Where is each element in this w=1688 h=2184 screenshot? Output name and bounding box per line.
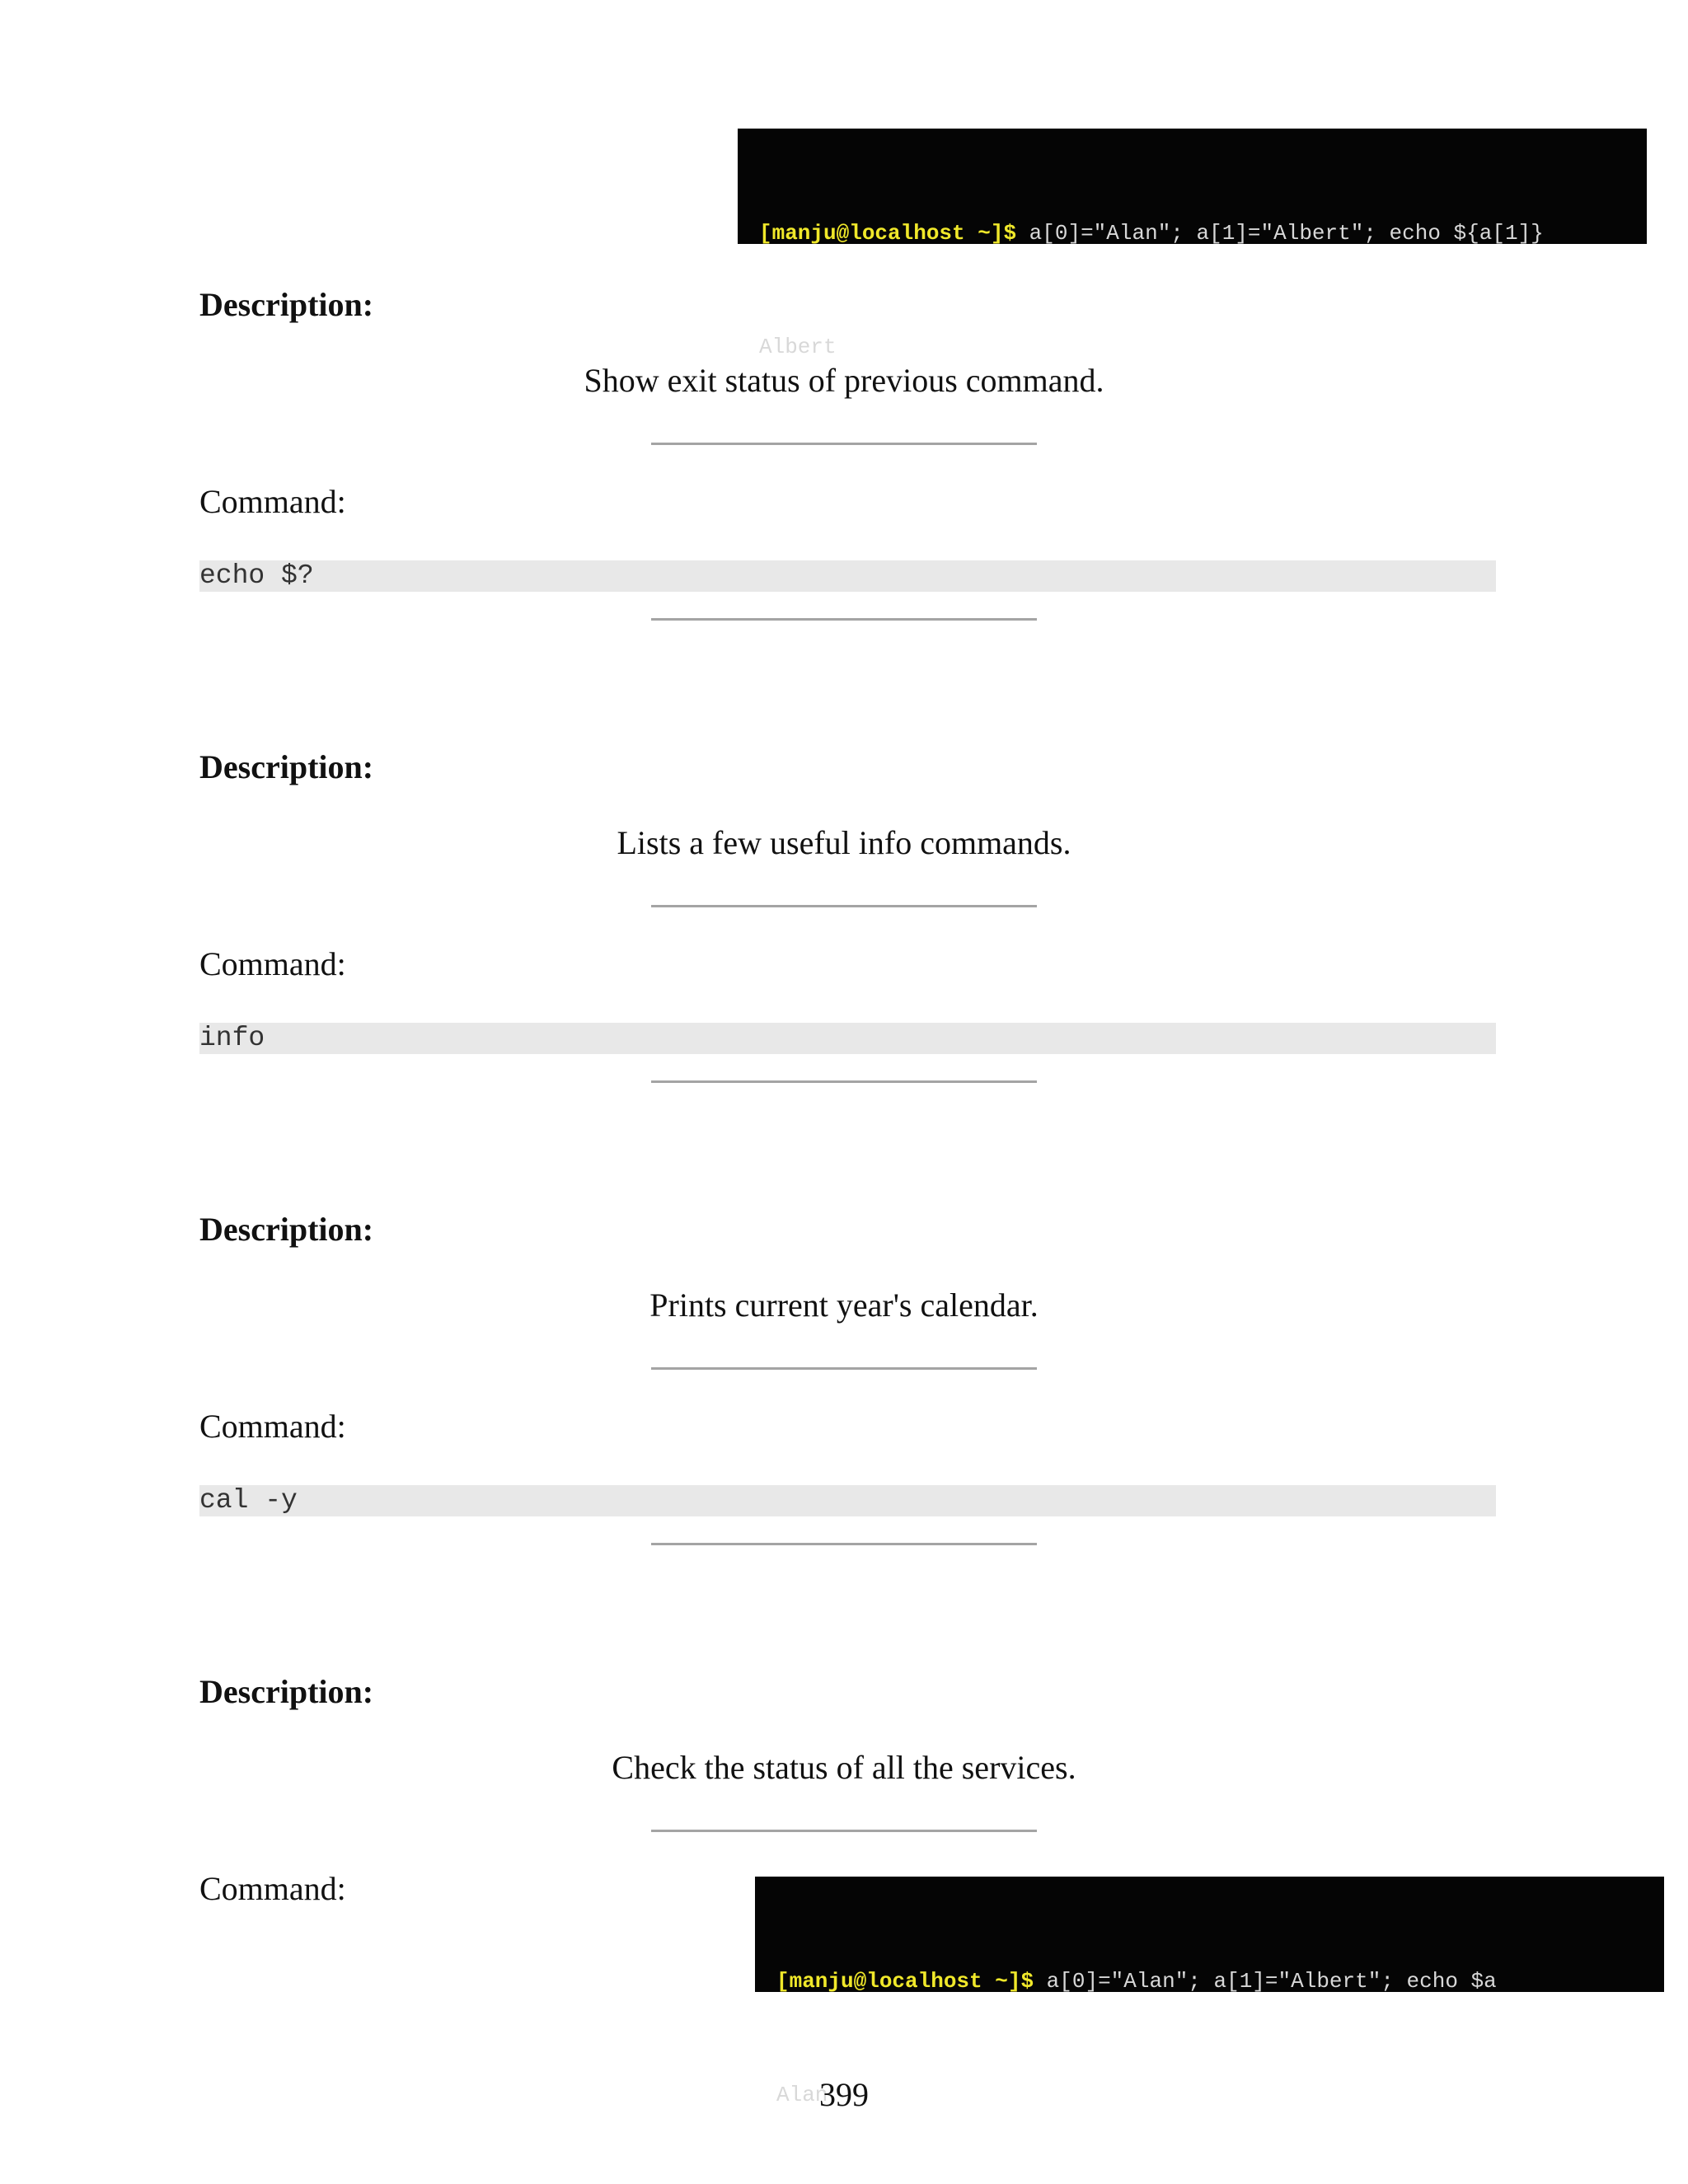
terminal-output: Alan: [776, 2083, 828, 2107]
description-label: Description:: [199, 748, 374, 785]
terminal-output: Albert: [759, 335, 837, 359]
terminal-prompt: [manju@localhost ~]$: [759, 221, 1017, 246]
terminal-screenshot-top: [738, 129, 1647, 359]
description-text: Show exit status of previous command.: [584, 362, 1104, 399]
terminal-line: [776, 1962, 1643, 2000]
divider: [651, 905, 1037, 907]
divider: [651, 1080, 1037, 1083]
command-label: Command:: [199, 483, 346, 520]
command-code: cal -y: [199, 1485, 1496, 1516]
terminal-command: a[0]="Alan"; a[1]="Albert"; echo ${a[1]}: [1016, 221, 1544, 246]
description-label: Description:: [199, 1211, 374, 1248]
page-number: 399: [819, 2076, 869, 2113]
terminal-line: [759, 214, 1625, 252]
divider: [651, 1367, 1037, 1370]
command-code: info: [199, 1023, 1496, 1054]
terminal-command: a[0]="Alan"; a[1]="Albert"; echo $a: [1034, 1969, 1497, 1994]
description-text: Lists a few useful info commands.: [617, 824, 1071, 861]
description-label: Description:: [199, 286, 374, 323]
divider: [651, 1830, 1037, 1832]
description-text: Check the status of all the services.: [612, 1749, 1076, 1786]
divider: [651, 1543, 1037, 1545]
terminal-prompt: [manju@localhost ~]$: [776, 1969, 1034, 1994]
command-label: Command:: [199, 945, 346, 982]
command-code: echo $?: [199, 560, 1496, 592]
description-text: Prints current year's calendar.: [649, 1286, 1039, 1324]
description-label: Description:: [199, 1673, 374, 1710]
divider: [651, 443, 1037, 445]
command-label: Command:: [199, 1408, 346, 1445]
command-label: Command:: [199, 1870, 346, 1907]
divider: [651, 618, 1037, 621]
